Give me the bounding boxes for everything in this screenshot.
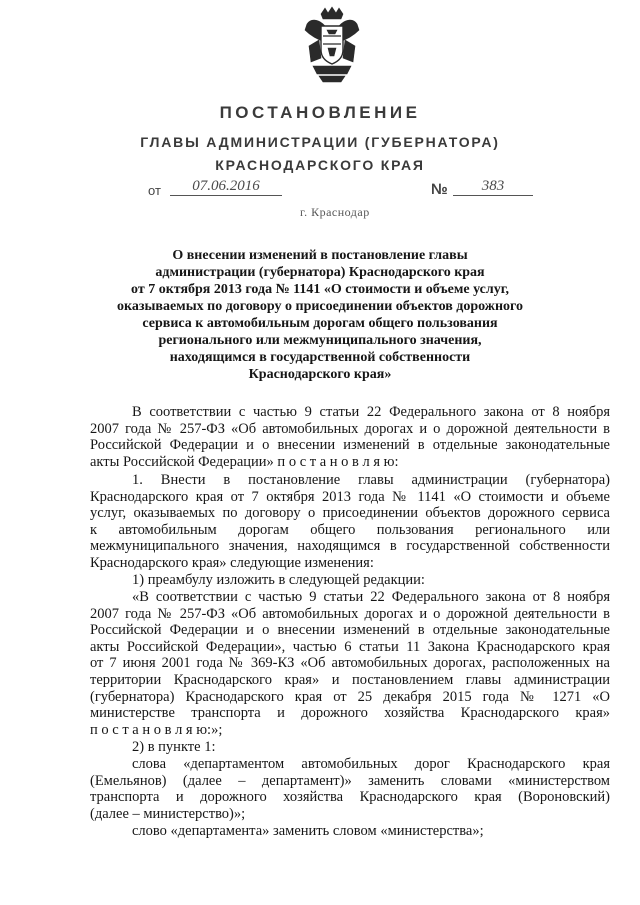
date-value: 07.06.2016 bbox=[170, 178, 282, 196]
subject-line: Краснодарского края» bbox=[248, 367, 392, 382]
body-line: Российской Федерации и о внесении изменений в отдельные законодательные bbox=[90, 622, 610, 639]
body-line: министерстве транспорта и дорожного хозяйства Краснодарского края» bbox=[90, 705, 610, 722]
subject-line: находящимся в государственной собственности bbox=[169, 350, 471, 365]
body-line: 2007 года № 257-ФЗ «Об автомобильных дорогах и о дорожной деятельности в bbox=[90, 605, 610, 622]
paragraph-preamble bbox=[90, 404, 610, 470]
body-line: межмуниципального значения, находящимся в государственной собственности bbox=[90, 538, 610, 555]
body-line: услуг, оказываемых по договору о присоединении объектов дорожного сервиса bbox=[90, 505, 610, 522]
number-label: № bbox=[431, 181, 448, 198]
document-type-title: ПОСТАНОВЛЕНИЕ bbox=[219, 103, 421, 122]
krasnodar-coat-of-arms-icon bbox=[299, 6, 365, 84]
number-value: 383 bbox=[453, 178, 533, 196]
subject-line: сервиса к автомобильным дорогам общего пользования bbox=[142, 316, 498, 331]
body-line: акты Российской Федерации» п о с т а н о в л я ю: bbox=[90, 453, 399, 470]
paragraph-replace-word bbox=[90, 823, 610, 840]
issuer-line-2: КРАСНОДАРСКОГО КРАЯ bbox=[215, 157, 425, 173]
body-line: транспорта и дорожного хозяйства Краснодарского края (Вороновский) bbox=[90, 789, 610, 806]
body-line: «В соответствии с частью 9 статьи 22 Федерального закона от 8 ноября bbox=[132, 589, 610, 605]
subject-line: оказываемых по договору о присоединении объектов дорожного bbox=[116, 299, 524, 314]
paragraph-replace-words bbox=[90, 756, 610, 822]
body-line: (далее – министерство)»; bbox=[90, 805, 246, 822]
body-line: 2) в пункте 1: bbox=[132, 739, 216, 755]
body-line: п о с т а н о в л я ю:»; bbox=[90, 721, 223, 738]
body-line: (Емельянов) (далее – департамент)» заменить словами «министерством bbox=[90, 772, 610, 789]
subject-line: О внесении изменений в постановление главы bbox=[172, 248, 468, 263]
body-line: слово «департамента» заменить словом «министерства»; bbox=[132, 823, 484, 839]
body-line: В соответствии с частью 9 статьи 22 Федерального закона от 8 ноября bbox=[132, 404, 610, 420]
body-line: Краснодарского края от 7 октября 2013 года № 1141 «О стоимости и объеме bbox=[90, 488, 610, 505]
body-line: 1. Внести в постановление главы администрации (губернатора) bbox=[132, 472, 610, 488]
issuer-line-1: ГЛАВЫ АДМИНИСТРАЦИИ (ГУБЕРНАТОРА) bbox=[140, 134, 500, 150]
body-line: Краснодарского края» следующие изменения: bbox=[90, 554, 374, 571]
city-label: г. Краснодар bbox=[300, 205, 370, 219]
body-line: 1) преамбулу изложить в следующей редакции: bbox=[132, 572, 425, 588]
body-line: территории Краснодарского края» и постановлением главы администрации bbox=[90, 671, 610, 688]
body-line: Российской Федерации и о внесении изменений в отдельные законодательные bbox=[90, 437, 610, 454]
paragraph-new-preamble bbox=[90, 589, 610, 738]
date-label: от bbox=[148, 183, 161, 198]
paragraph-subitem-1 bbox=[90, 572, 610, 589]
body-line: 2007 года № 257-ФЗ «Об автомобильных дорогах и о дорожной деятельности в bbox=[90, 420, 610, 437]
body-line: акты Российской Федерации», частью 6 статьи 11 Закона Краснодарского края bbox=[90, 638, 610, 655]
body-line: (губернатора) Краснодарского края от 25 декабря 2015 года № 1271 «О bbox=[90, 688, 610, 705]
paragraph-subitem-2 bbox=[90, 739, 610, 756]
body-line: к автомобильным дорогам общего пользования регионального или bbox=[90, 521, 610, 538]
paragraph-item-1 bbox=[90, 472, 610, 572]
body-line: слова «департаментом автомобильных дорог Краснодарского края bbox=[132, 756, 610, 772]
subject-heading bbox=[90, 247, 550, 383]
body-line: от 7 июня 2001 года № 369-КЗ «Об автомобильных дорогах, расположенных на bbox=[90, 655, 610, 672]
subject-line: от 7 октября 2013 года № 1141 «О стоимости и объеме услуг, bbox=[131, 282, 509, 297]
subject-line: регионального или межмуниципального значения, bbox=[158, 333, 482, 348]
subject-line: администрации (губернатора) Краснодарского края bbox=[155, 265, 485, 280]
